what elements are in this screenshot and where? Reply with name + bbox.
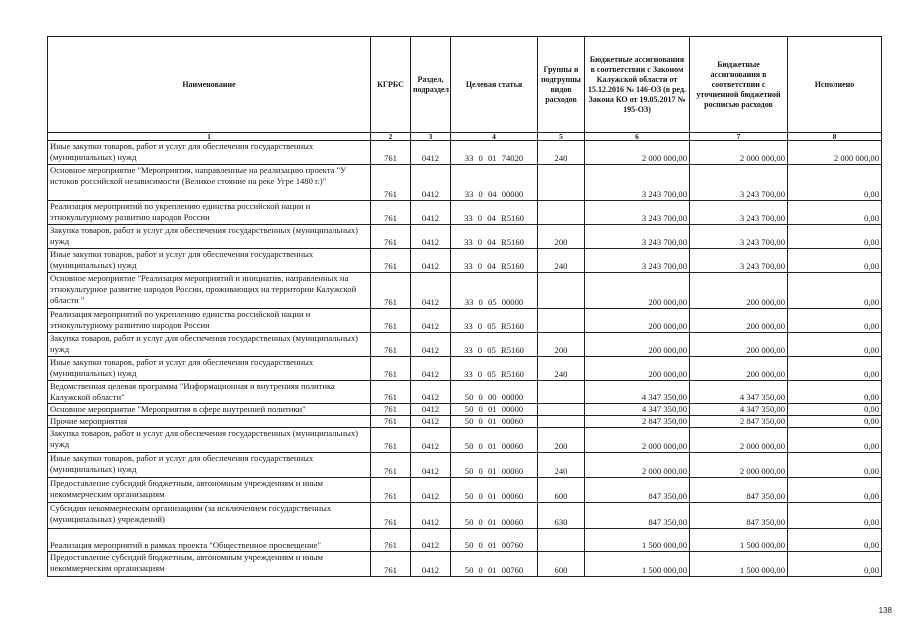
cell-name: Закупка товаров, работ и услуг для обеспечения государственных (муниципальных) нужд — [48, 428, 371, 453]
cell-article: 33 0 01 74020 — [451, 141, 538, 165]
cell-refined: 847 350,00 — [690, 503, 788, 529]
table-row — [48, 453, 882, 478]
table-row — [48, 357, 882, 381]
table-row — [48, 165, 882, 201]
cell-refined: 4 347 350,00 — [690, 381, 788, 404]
header-kgrbs: КГРБС — [371, 37, 411, 133]
header-name: Наименование — [48, 37, 371, 133]
cell-name: Иные закупки товаров, работ и услуг для обеспечения государственных (муниципальных) нужд — [48, 249, 371, 273]
cell-law: 2 000 000,00 — [585, 141, 690, 165]
table-row — [48, 309, 882, 333]
cell-name: Основное мероприятие "Реализация мероприятий и инициатив, направленных на этнокультурное развитие народов России, проживающих на территории Калужской области " — [48, 273, 371, 309]
cell-executed: 0,00 — [788, 225, 882, 249]
cell-refined: 3 243 700,00 — [690, 201, 788, 225]
cell-name: Реализация мероприятий в рамках проекта "Общественное просвещение" — [48, 529, 371, 552]
cell-law: 2 847 350,00 — [585, 416, 690, 428]
cell-kgrbs: 761 — [371, 416, 411, 428]
cell-executed: 0,00 — [788, 273, 882, 309]
cell-group — [538, 404, 585, 416]
table-row — [48, 273, 882, 309]
cell-section: 0412 — [411, 428, 451, 453]
cell-group — [538, 416, 585, 428]
cell-kgrbs: 761 — [371, 357, 411, 381]
cell-name: Иные закупки товаров, работ и услуг для обеспечения государственных (муниципальных) нужд — [48, 141, 371, 165]
cell-section: 0412 — [411, 503, 451, 529]
header-article: Целевая статья — [451, 37, 538, 133]
cell-refined: 200 000,00 — [690, 333, 788, 357]
header-executed: Исполнено — [788, 37, 882, 133]
header-groups: Группы и подгруппы видов расходов — [538, 37, 585, 133]
table-row — [48, 529, 882, 552]
cell-law: 200 000,00 — [585, 273, 690, 309]
cell-executed: 0,00 — [788, 333, 882, 357]
header-refined: Бюджетные ассигнования в соответствии с уточненной бюджетной росписью расходов — [690, 37, 788, 133]
table-row — [48, 225, 882, 249]
cell-refined: 847 350,00 — [690, 478, 788, 503]
table-row — [48, 381, 882, 404]
cell-group — [538, 201, 585, 225]
cell-group — [538, 309, 585, 333]
cell-refined: 2 000 000,00 — [690, 141, 788, 165]
cell-kgrbs: 761 — [371, 478, 411, 503]
cell-kgrbs: 761 — [371, 428, 411, 453]
cell-executed: 0,00 — [788, 529, 882, 552]
header-section: Раздел, подраздел — [411, 37, 451, 133]
cell-kgrbs: 761 — [371, 381, 411, 404]
cell-executed: 0,00 — [788, 416, 882, 428]
column-number: 4 — [451, 133, 538, 141]
column-number: 6 — [585, 133, 690, 141]
column-number: 8 — [788, 133, 882, 141]
cell-kgrbs: 761 — [371, 333, 411, 357]
cell-name: Закупка товаров, работ и услуг для обеспечения государственных (муниципальных) нужд — [48, 225, 371, 249]
cell-section: 0412 — [411, 249, 451, 273]
cell-article: 33 0 05 R5160 — [451, 333, 538, 357]
cell-group: 200 — [538, 428, 585, 453]
cell-article: 50 0 01 00060 — [451, 453, 538, 478]
cell-law: 200 000,00 — [585, 357, 690, 381]
cell-refined: 3 243 700,00 — [690, 165, 788, 201]
cell-law: 2 000 000,00 — [585, 428, 690, 453]
header-law: Бюджетные ассигнования в соответствии с Законом Калужской области от 15.12.2016 № 146-ОЗ (в ред. Закона КО от 19.05.2017 № 195-ОЗ) — [585, 37, 690, 133]
cell-section: 0412 — [411, 478, 451, 503]
cell-article: 33 0 05 00000 — [451, 273, 538, 309]
table-row — [48, 552, 882, 577]
cell-section: 0412 — [411, 225, 451, 249]
cell-section: 0412 — [411, 165, 451, 201]
cell-name: Закупка товаров, работ и услуг для обеспечения государственных (муниципальных) нужд — [48, 333, 371, 357]
cell-executed: 0,00 — [788, 428, 882, 453]
cell-section: 0412 — [411, 141, 451, 165]
cell-executed: 0,00 — [788, 165, 882, 201]
cell-refined: 200 000,00 — [690, 273, 788, 309]
cell-law: 847 350,00 — [585, 478, 690, 503]
cell-article: 50 0 01 00760 — [451, 552, 538, 577]
cell-name: Предоставление субсидий бюджетным, автономным учреждениям и иным некоммерческим организациям — [48, 478, 371, 503]
cell-refined: 1 500 000,00 — [690, 529, 788, 552]
cell-section: 0412 — [411, 416, 451, 428]
cell-law: 3 243 700,00 — [585, 249, 690, 273]
column-number: 1 — [48, 133, 371, 141]
cell-executed: 0,00 — [788, 201, 882, 225]
cell-executed: 2 000 000,00 — [788, 141, 882, 165]
cell-section: 0412 — [411, 453, 451, 478]
cell-executed: 0,00 — [788, 309, 882, 333]
cell-group: 240 — [538, 357, 585, 381]
cell-group: 240 — [538, 141, 585, 165]
table-row — [48, 201, 882, 225]
cell-kgrbs: 761 — [371, 249, 411, 273]
cell-section: 0412 — [411, 201, 451, 225]
cell-article: 50 0 01 00060 — [451, 503, 538, 529]
cell-section: 0412 — [411, 552, 451, 577]
cell-law: 1 500 000,00 — [585, 529, 690, 552]
cell-section: 0412 — [411, 333, 451, 357]
cell-name: Основное мероприятие "Мероприятия в сфере внутренней политики" — [48, 404, 371, 416]
cell-kgrbs: 761 — [371, 201, 411, 225]
cell-section: 0412 — [411, 273, 451, 309]
cell-executed: 0,00 — [788, 552, 882, 577]
table-row — [48, 333, 882, 357]
cell-section: 0412 — [411, 309, 451, 333]
cell-section: 0412 — [411, 529, 451, 552]
cell-article: 50 0 00 00000 — [451, 381, 538, 404]
cell-kgrbs: 761 — [371, 503, 411, 529]
cell-group: 200 — [538, 225, 585, 249]
cell-article: 50 0 01 00060 — [451, 428, 538, 453]
cell-refined: 3 243 700,00 — [690, 225, 788, 249]
cell-kgrbs: 761 — [371, 453, 411, 478]
cell-article: 50 0 01 00060 — [451, 478, 538, 503]
cell-executed: 0,00 — [788, 357, 882, 381]
table-row — [48, 141, 882, 165]
cell-executed: 0,00 — [788, 249, 882, 273]
cell-section: 0412 — [411, 357, 451, 381]
column-number: 3 — [411, 133, 451, 141]
cell-section: 0412 — [411, 404, 451, 416]
cell-article: 33 0 05 R5160 — [451, 309, 538, 333]
cell-executed: 0,00 — [788, 381, 882, 404]
cell-group: 200 — [538, 333, 585, 357]
cell-law: 3 243 700,00 — [585, 165, 690, 201]
column-number: 7 — [690, 133, 788, 141]
cell-group: 240 — [538, 453, 585, 478]
cell-name: Реализация мероприятий по укреплению единства российской нации и этнокультурному развитию народов России — [48, 309, 371, 333]
cell-law: 3 243 700,00 — [585, 201, 690, 225]
cell-law: 4 347 350,00 — [585, 381, 690, 404]
cell-group — [538, 529, 585, 552]
cell-refined: 4 347 350,00 — [690, 404, 788, 416]
cell-refined: 2 000 000,00 — [690, 453, 788, 478]
cell-law: 2 000 000,00 — [585, 453, 690, 478]
cell-name: Ведомственная целевая программа "Информационная и внутренняя политика Калужской области" — [48, 381, 371, 404]
cell-section: 0412 — [411, 381, 451, 404]
cell-article: 33 0 04 R5160 — [451, 249, 538, 273]
cell-kgrbs: 761 — [371, 309, 411, 333]
cell-kgrbs: 761 — [371, 225, 411, 249]
cell-group — [538, 381, 585, 404]
cell-law: 1 500 000,00 — [585, 552, 690, 577]
cell-kgrbs: 761 — [371, 552, 411, 577]
cell-name: Основное мероприятие "Мероприятия, направленные на реализацию проекта "У истоков российской независимости (Великое стояние на реке Угре 1480 г.)" — [48, 165, 371, 201]
cell-article: 33 0 04 R5160 — [451, 201, 538, 225]
cell-kgrbs: 761 — [371, 404, 411, 416]
column-number: 5 — [538, 133, 585, 141]
cell-law: 4 347 350,00 — [585, 404, 690, 416]
cell-group: 600 — [538, 552, 585, 577]
cell-article: 33 0 04 R5160 — [451, 225, 538, 249]
cell-executed: 0,00 — [788, 503, 882, 529]
cell-name: Предоставление субсидий бюджетным, автономным учреждениям и иным некоммерческим организациям — [48, 552, 371, 577]
cell-article: 50 0 01 00000 — [451, 404, 538, 416]
cell-law: 847 350,00 — [585, 503, 690, 529]
page-number: 138 — [878, 606, 892, 615]
cell-article: 50 0 01 00760 — [451, 529, 538, 552]
cell-name: Прочие мероприятия — [48, 416, 371, 428]
column-number: 2 — [371, 133, 411, 141]
cell-law: 200 000,00 — [585, 333, 690, 357]
column-number-row — [48, 133, 882, 141]
cell-group — [538, 273, 585, 309]
cell-executed: 0,00 — [788, 404, 882, 416]
cell-refined: 3 243 700,00 — [690, 249, 788, 273]
cell-refined: 2 000 000,00 — [690, 428, 788, 453]
table-row — [48, 416, 882, 428]
cell-kgrbs: 761 — [371, 273, 411, 309]
cell-kgrbs: 761 — [371, 141, 411, 165]
cell-refined: 200 000,00 — [690, 357, 788, 381]
table-row — [48, 478, 882, 503]
budget-table — [47, 36, 882, 577]
cell-group — [538, 165, 585, 201]
cell-name: Иные закупки товаров, работ и услуг для обеспечения государственных (муниципальных) нужд — [48, 357, 371, 381]
table-row — [48, 404, 882, 416]
cell-executed: 0,00 — [788, 478, 882, 503]
cell-group: 630 — [538, 503, 585, 529]
cell-kgrbs: 761 — [371, 529, 411, 552]
cell-law: 3 243 700,00 — [585, 225, 690, 249]
cell-law: 200 000,00 — [585, 309, 690, 333]
cell-group: 240 — [538, 249, 585, 273]
table-row — [48, 249, 882, 273]
cell-refined: 1 500 000,00 — [690, 552, 788, 577]
cell-article: 33 0 04 00000 — [451, 165, 538, 201]
cell-article: 33 0 05 R5160 — [451, 357, 538, 381]
cell-refined: 200 000,00 — [690, 309, 788, 333]
cell-group: 600 — [538, 478, 585, 503]
cell-name: Иные закупки товаров, работ и услуг для обеспечения государственных (муниципальных) нужд — [48, 453, 371, 478]
cell-executed: 0,00 — [788, 453, 882, 478]
header-row — [48, 37, 882, 133]
table-row — [48, 503, 882, 529]
cell-kgrbs: 761 — [371, 165, 411, 201]
cell-article: 50 0 01 00060 — [451, 416, 538, 428]
cell-refined: 2 847 350,00 — [690, 416, 788, 428]
table-row — [48, 428, 882, 453]
cell-name: Субсидии некоммерческим организациям (за исключением государственных (муниципальных) учреждений) — [48, 503, 371, 529]
cell-name: Реализация мероприятий по укреплению единства российской нации и этнокультурному развитию народов России — [48, 201, 371, 225]
